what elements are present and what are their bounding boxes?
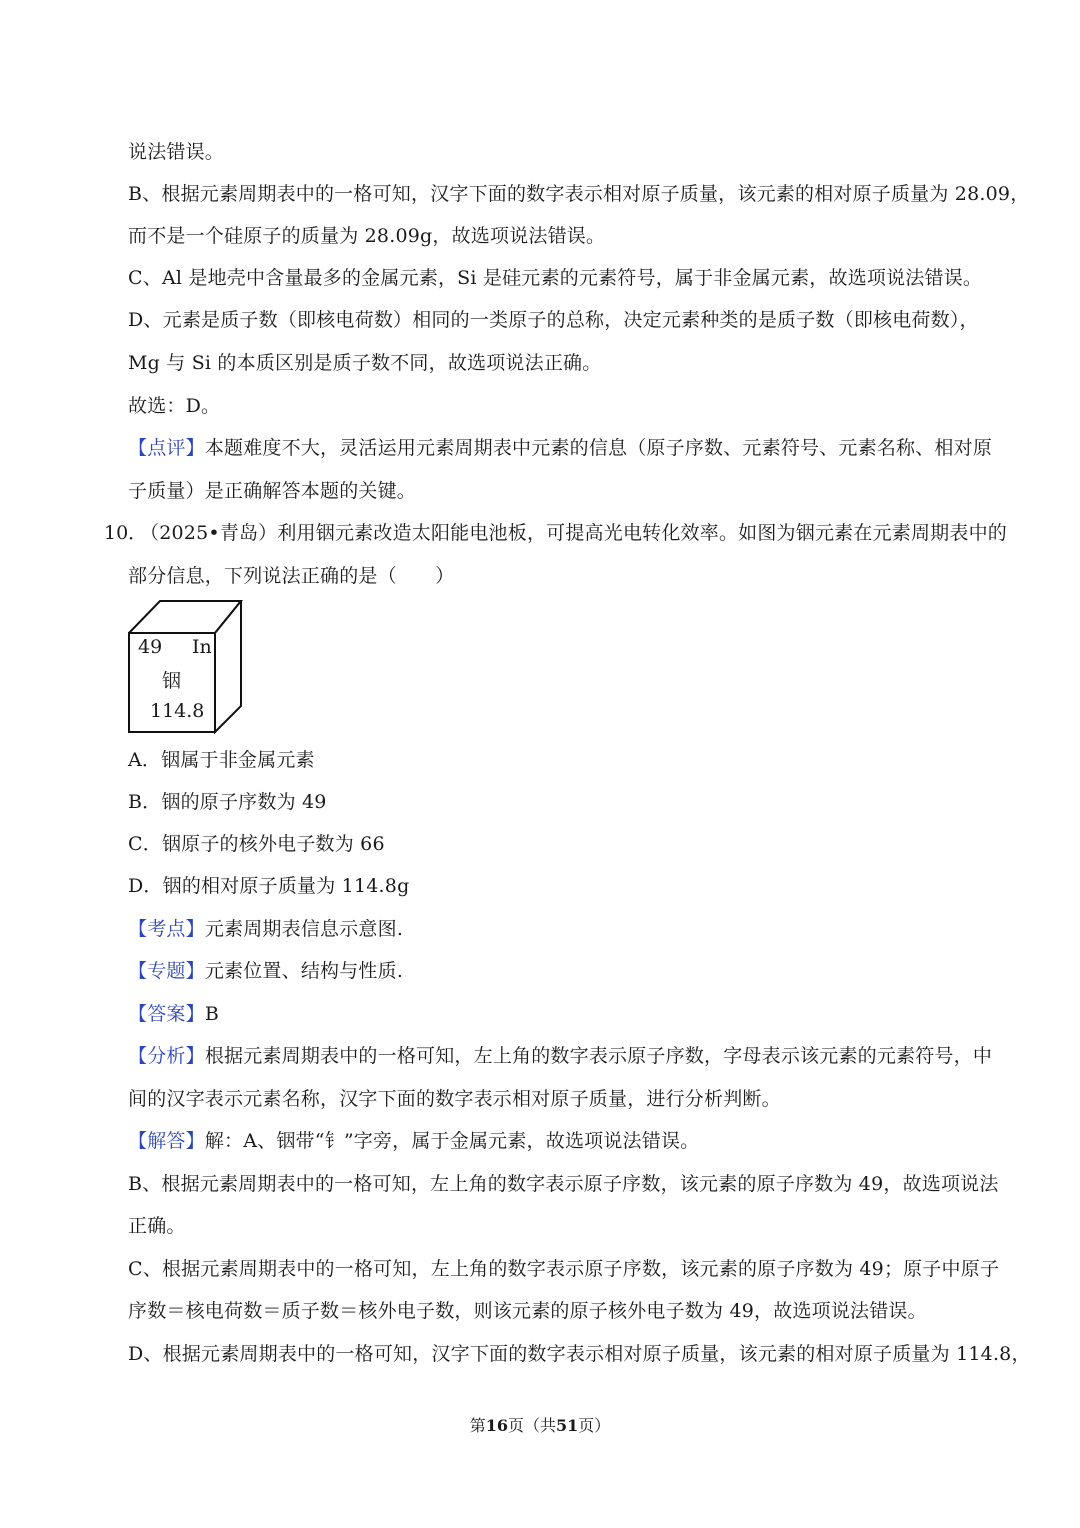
atomic-mass: 114.8 — [150, 700, 205, 722]
option-a: A．铟属于非金属元素 — [128, 749, 315, 771]
text-line: Mg 与 Si 的本质区别是质子数不同，故选项说法正确。 — [128, 352, 602, 374]
text-line: 间的汉字表示元素名称，汉字下面的数字表示相对原子质量，进行分析判断。 — [128, 1088, 781, 1110]
answer-text: B — [204, 1003, 219, 1025]
analysis-line — [128, 1044, 993, 1068]
zhuanti-line — [128, 959, 978, 983]
footer-suffix: 页） — [578, 1416, 611, 1435]
solution-tag: 【解答】 — [128, 1130, 205, 1152]
kaodian-text: 元素周期表信息示意图. — [204, 918, 404, 940]
page-footer — [0, 1416, 1080, 1436]
option-b: B．铟的原子序数为 49 — [128, 791, 327, 813]
text-line: D、元素是质子数（即核电荷数）相同的一类原子的总称，决定元素种类的是质子数（即核电荷数）， — [128, 309, 979, 331]
answer-line — [128, 1002, 978, 1026]
review-tag: 【点评】 — [128, 437, 205, 459]
review-line — [128, 436, 993, 460]
element-name: 铟 — [162, 670, 182, 692]
text-line: C、根据元素周期表中的一格可知，左上角的数字表示原子序数，该元素的原子序数为 49；原子中原子 — [128, 1258, 1000, 1280]
footer-middle: 页（共 — [507, 1416, 556, 1435]
option-d: D．铟的相对原子质量为 114.8g — [128, 875, 410, 897]
zhuanti-text: 元素位置、结构与性质. — [204, 960, 404, 982]
footer-total-pages: 51 — [556, 1416, 579, 1435]
element-symbol: In — [192, 636, 212, 658]
text-line: B、根据元素周期表中的一格可知，汉字下面的数字表示相对原子质量，该元素的相对原子质量为 28.09， — [128, 183, 1030, 205]
question-text: 部分信息，下列说法正确的是（ ） — [128, 565, 455, 587]
question-text: （2025•青岛）利用铟元素改造太阳能电池板，可提高光电转化效率。如图为铟元素在元素周期表中的 — [140, 522, 1007, 544]
text-line: 子质量）是正确解答本题的关键。 — [128, 480, 417, 502]
text-line: 故选：D。 — [128, 395, 221, 417]
analysis-tag: 【分析】 — [128, 1045, 205, 1067]
atomic-number: 49 — [138, 636, 163, 658]
footer-prefix: 第 — [469, 1416, 486, 1435]
element-cell-figure — [128, 600, 244, 734]
zhuanti-tag: 【专题】 — [128, 960, 205, 982]
text-line: 序数＝核电荷数＝质子数＝核外电子数，则该元素的原子核外电子数为 49，故选项说法错误。 — [128, 1300, 927, 1322]
text-line: 说法错误。 — [128, 141, 225, 163]
text-line: C、Al 是地壳中含量最多的金属元素，Si 是硅元素的元素符号，属于非金属元素，故选项说法错误。 — [128, 267, 983, 289]
answer-tag: 【答案】 — [128, 1003, 205, 1025]
solution-text: 解：A、铟带“钅”字旁，属于金属元素，故选项说法错误。 — [204, 1130, 700, 1152]
question-number: 10． — [104, 522, 148, 544]
kaodian-tag: 【考点】 — [128, 918, 205, 940]
analysis-text: 根据元素周期表中的一格可知，左上角的数字表示原子序数，字母表示该元素的元素符号，中 — [204, 1045, 993, 1067]
text-line: 而不是一个硅原子的质量为 28.09g，故选项说法错误。 — [128, 225, 606, 247]
kaodian-line — [128, 917, 978, 941]
footer-page-number: 16 — [485, 1416, 508, 1435]
review-text: 本题难度不大，灵活运用元素周期表中元素的信息（原子序数、元素符号、元素名称、相对原 — [204, 437, 993, 459]
text-line: D、根据元素周期表中的一格可知，汉字下面的数字表示相对原子质量，该元素的相对原子质量为 114.8， — [128, 1343, 1031, 1365]
text-line: 正确。 — [128, 1215, 186, 1237]
solution-line — [128, 1129, 978, 1153]
option-c: C．铟原子的核外电子数为 66 — [128, 833, 385, 855]
text-line: B、根据元素周期表中的一格可知，左上角的数字表示原子序数，该元素的原子序数为 49，故选项说法 — [128, 1173, 999, 1195]
